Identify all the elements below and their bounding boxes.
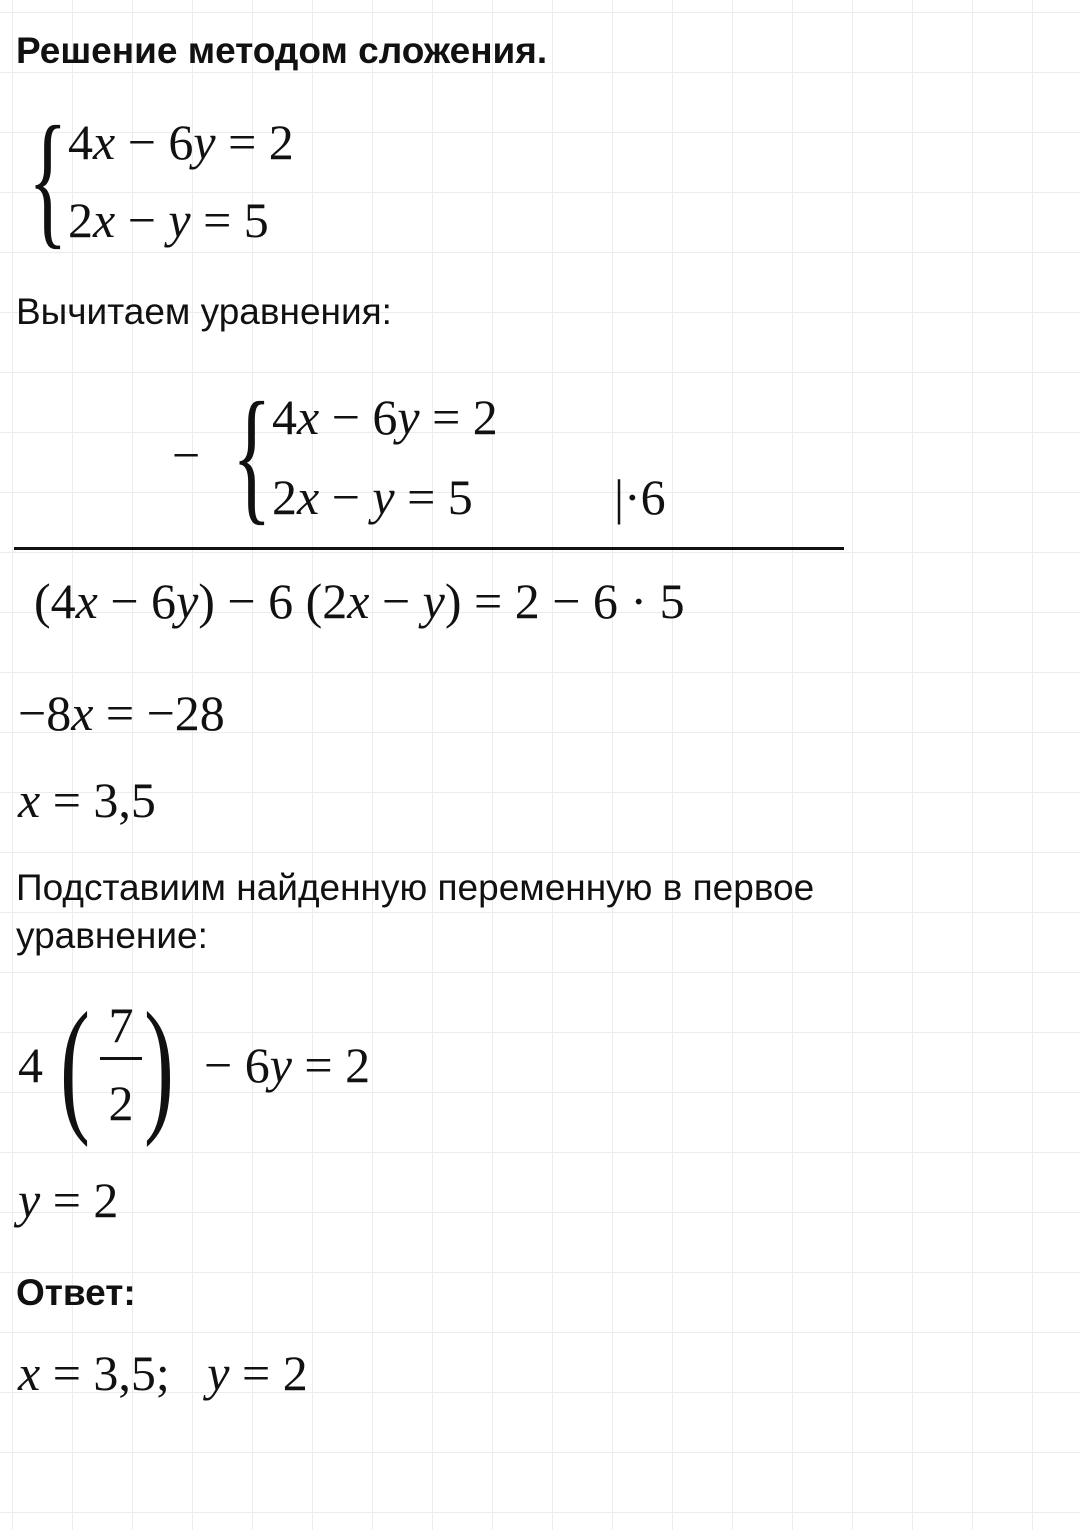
- subtraction-equation-1: 4x − 6y = 2: [272, 389, 498, 445]
- fraction-numerator: 7: [108, 997, 134, 1053]
- subtract-label: Вычитаем уравнения:: [16, 291, 392, 332]
- subtraction-equation-2: 2x − y = 5: [272, 469, 473, 525]
- step-equation-2: x = 3,5: [18, 772, 156, 828]
- left-paren: (: [60, 982, 90, 1148]
- fraction-denominator: 2: [108, 1075, 134, 1131]
- step-equation-1: −8x = −28: [18, 685, 225, 741]
- page-title: Решение методом сложения.: [16, 30, 548, 71]
- substitution-rest: − 6y = 2: [204, 1037, 371, 1093]
- system-equation-2: 2x − y = 5: [68, 192, 269, 248]
- system-brace: {: [28, 96, 68, 262]
- multiplier-annotation: |·6: [614, 469, 666, 525]
- answer-label: Ответ:: [16, 1272, 136, 1313]
- fraction-bar: [100, 1057, 142, 1060]
- step-equation-3: y = 2: [18, 1172, 119, 1228]
- subtraction-brace: {: [232, 372, 272, 538]
- subtraction-result: (4x − 6y) − 6 (2x − y) = 2 − 6 · 5: [34, 573, 685, 629]
- substitute-label: Подставиим найденную переменную в первое уравнение:: [16, 867, 815, 956]
- subtraction-rule: [14, 547, 844, 550]
- system-equation-1: 4x − 6y = 2: [68, 114, 294, 170]
- right-paren: ): [144, 982, 174, 1148]
- substitution-coefficient: 4: [18, 1037, 43, 1093]
- answer-equation: x = 3,5; y = 2: [18, 1345, 308, 1401]
- subtraction-minus: −: [172, 427, 201, 483]
